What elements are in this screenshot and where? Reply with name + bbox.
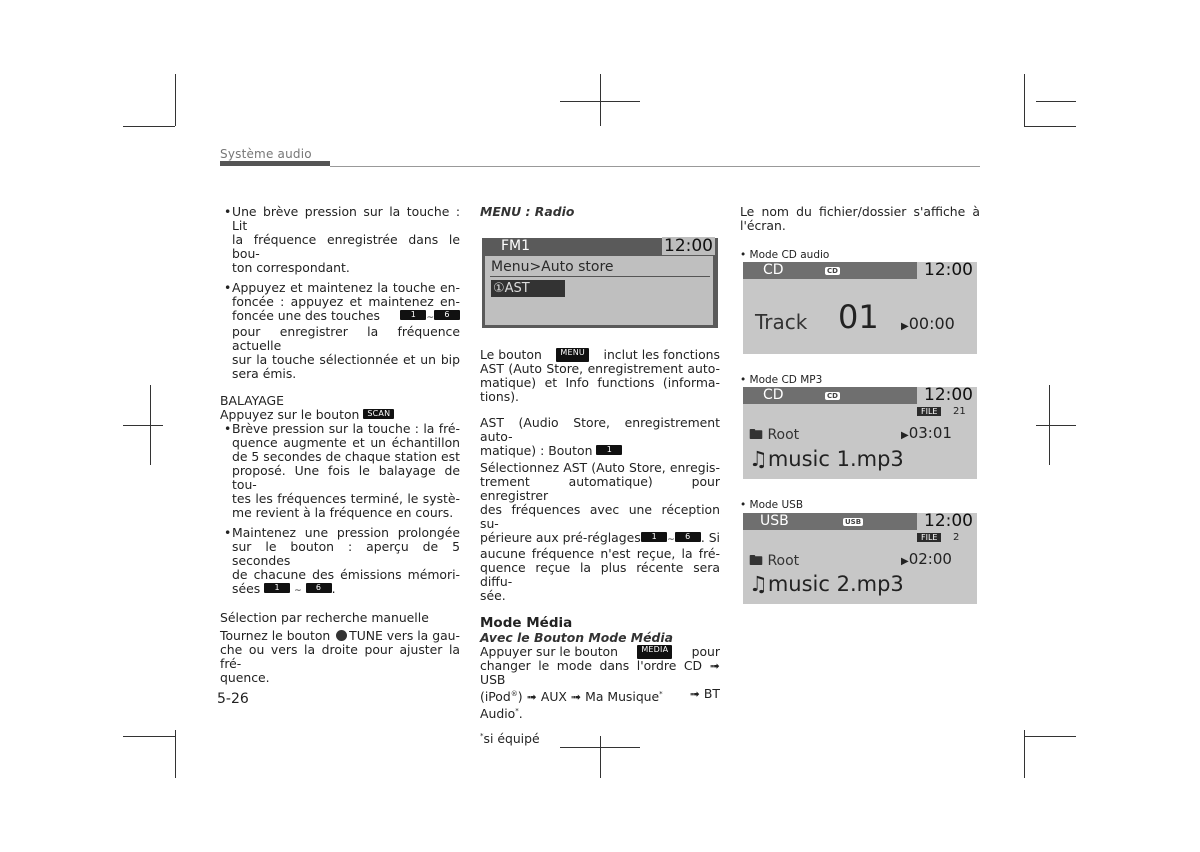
play-triangle-icon: ▶ [901, 556, 909, 567]
usb-display: USB USB 12:00 FILE 2 🖿 Root ▶02:00 ♫music 2.mp3 [743, 513, 977, 604]
bullet-short-press: • Une brève pression sur la touche : Lit la fréquence enregistrée dans le bou- ton correspondant. [224, 204, 460, 275]
folder-icon: 🖿 [749, 427, 763, 443]
play-triangle-icon: ▶ [901, 321, 909, 332]
preset-6-key: 6 [434, 310, 460, 320]
column-middle-body: Le bouton MENU inclut les fonctions AST (Auto Store, enregistrement auto- matique) et Info functions (informa- tions). AST (Audio Store, enregistrement auto- matique) : Bouton 1 Sélectionnez AST (Auto Store, enregis- trement automatique) pour enregistrer des fréquences avec une réception su- périeure aux pré-réglages 1 ~ 6 . Si aucune fréquence n'est reçue, la fré- quence reçue la plus récente sera diffu- sée. Mode Média Avec le Bouton Mode Média Appuyer sur le bouton MEDIA pour changer le mode dans l'ordre CD ➟ USB (iPod®) ➟ AUX ➟ Ma Musique* ➟ BT Audio*. *si équipé [480, 347, 720, 747]
file-tag: FILE [917, 533, 941, 542]
preset-1-key: 1 [641, 532, 667, 542]
page-number: 5-26 [217, 691, 249, 707]
music-note-icon: ♫ [749, 447, 768, 471]
usb-clock: 12:00 [924, 513, 973, 531]
bullet-long-press: • Appuyez et maintenez la touche en- foncée : appuyez et maintenez en- foncée une des touches 1 ~ 6 pour enregistrer la fréquence actuelle sur la touche sélectionnée et un bip sera émis. [224, 280, 460, 381]
preset-1-key: 1 [264, 583, 290, 593]
cd-badge: CD [827, 392, 838, 400]
file-count: 21 [953, 406, 966, 417]
tune-knob-icon [336, 630, 347, 641]
cd-audio-label: • Mode CD audio [740, 249, 830, 261]
file-count: 2 [953, 532, 960, 543]
usb-mode-label: • Mode USB [740, 499, 804, 511]
track-word: Track [755, 310, 808, 334]
radio-menu-area [485, 256, 713, 325]
column-right: Le nom du fichier/dossier s'affiche à l'écran. [740, 204, 980, 233]
radio-band: FM1 [501, 238, 531, 254]
preset-6-key: 6 [306, 583, 332, 593]
usb-badge: USB [845, 518, 862, 526]
cd-mp3-display: CD CD 12:00 FILE 21 🖿 Root ▶03:01 ♫music 1.mp3 [743, 387, 977, 479]
file-tag: FILE [917, 407, 941, 416]
folder-icon: 🖿 [749, 553, 763, 569]
section-title: Système audio [220, 147, 312, 161]
play-triangle-icon: ▶ [901, 430, 909, 441]
mp3-clock: 12:00 [924, 387, 973, 405]
preset-6-key: 6 [675, 532, 701, 542]
radio-menu-divider [490, 276, 710, 277]
cd-badge: CD [827, 267, 838, 275]
scan-intro: Appuyez sur le bouton SCAN [220, 408, 460, 422]
scan-key: SCAN [363, 409, 394, 419]
header-bar [220, 161, 330, 166]
menu-radio-heading: MENU : Radio [480, 204, 575, 219]
menu-key: MENU [556, 348, 589, 362]
radio-menu-line: Menu>Auto store [491, 259, 614, 275]
radio-ast-selected: ①AST [491, 280, 565, 297]
preset-1-key: 1 [400, 310, 426, 320]
radio-clock: 12:00 [664, 236, 713, 256]
cd-mp3-label: • Mode CD MP3 [740, 374, 823, 386]
track-number: 01 [838, 298, 879, 336]
cd-audio-display: CD CD 12:00 Track 01 ▶00:00 [743, 262, 977, 354]
media-key: MEDIA [637, 645, 672, 659]
balayage-heading: BALAYAGE [220, 393, 284, 408]
preset-1-key: 1 [596, 445, 622, 455]
cd-clock: 12:00 [924, 262, 973, 280]
header-rule [330, 166, 980, 167]
media-button-subheading: Avec le Bouton Mode Média [480, 630, 674, 645]
footnote: *si équipé [480, 731, 540, 747]
bullet-scan-short: • Brève pression sur la touche : la fré- quence augmente et un échantillon de 5 secondes de chaque station est proposé. Une fois le balayage de tou- tes les fréquences terminé, le systè- me revient à la fréquence en cours. [224, 421, 460, 520]
bullet-scan-long: • Maintenez une pression prolongée sur le bouton : aperçu de 5 secondes de chacune des émissions mémori- sées 1 ~ 6 . [224, 525, 460, 596]
music-note-icon: ♫ [749, 572, 768, 596]
media-mode-heading: Mode Média [480, 615, 573, 631]
radio-display [482, 238, 718, 328]
column-left: • Une brève pression sur la touche : Lit la fréquence enregistrée dans le bou- ton correspondant. • Appuyez et maintenez la touche en- foncée : appuyez et maintenez en- foncée une des touches 1 ~ 6 pour enregistrer la fréquence actuelle sur la touche sélectionnée et un bip sera émis. BALAYAGE Appuyez sur le bouton SCAN • Brève pression sur la touche : la fré- quence augmente et un échantillon de 5 secondes de chaque station est proposé. Une fois le balayage de tou- tes les fréquences terminé, le systè- me revient à la fréquence en cours. • Maintenez une pression prolongée sur le bouton : aperçu de 5 secondes de chacune des émissions mémori- sées 1 ~ 6 . Sélection par recherche manuelle Tournez le bouton TUNE vers la gau- che ou vers la droite pour ajuster la fré- quence. [220, 204, 460, 685]
column-middle [480, 205, 720, 219]
ast-heading: AST (Audio Store, enregistrement auto- [480, 415, 720, 444]
manual-search-heading: Sélection par recherche manuelle [220, 610, 429, 625]
